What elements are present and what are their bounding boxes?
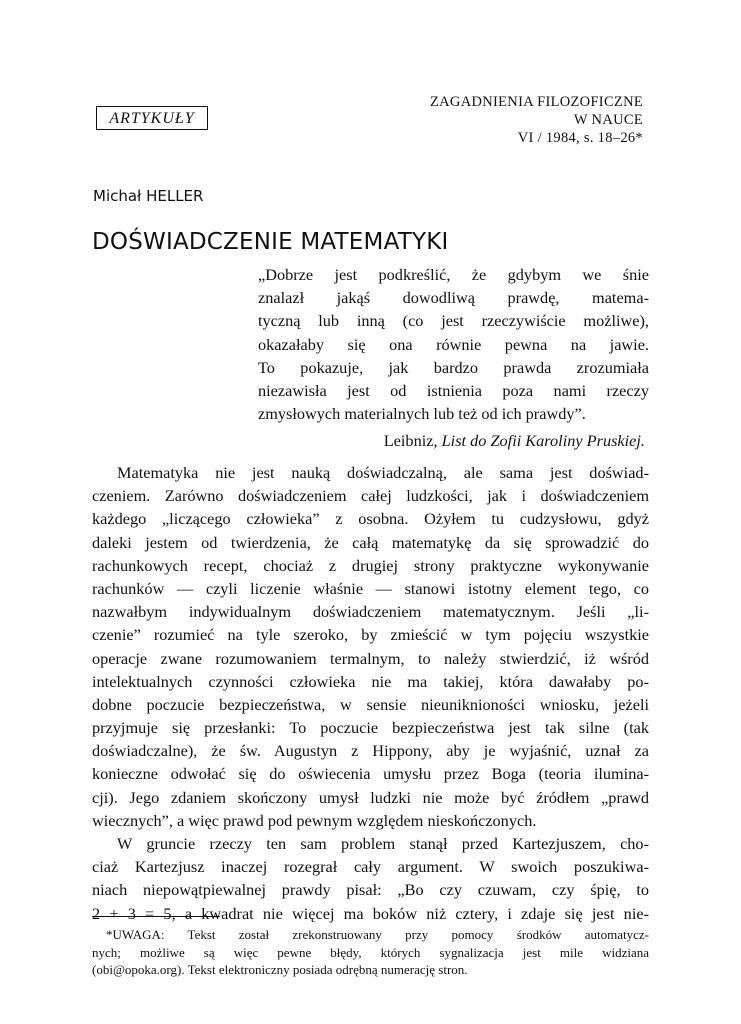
- section-label: ARTYKUŁY: [96, 106, 208, 130]
- journal-volume: VI / 1984, s. 18–26*: [517, 130, 643, 146]
- body-line: rachunków — czyli liczenie właśnie — stanowi istotny element tego, co: [92, 578, 649, 598]
- body-line: przyjmuje się przesłanki: To poczucie bezpieczeństwa jest tak silne (tak: [92, 718, 649, 738]
- body-line: doświadczalne), że św. Augustyn z Hippony, aby je wyjaśnić, uznał za: [92, 741, 649, 761]
- attribution-author: Leibniz,: [383, 431, 438, 450]
- body-line: Matematyka nie jest nauką doświadczalną, ale sama jest doświad-: [117, 463, 649, 482]
- body-line: nazwałbym indywidualnym doświadczeniem matematycznym. Jeśli „li-: [92, 602, 649, 622]
- journal-title: ZAGADNIENIA FILOZOFICZNE: [430, 94, 643, 110]
- body-line: intelektualnych czynności człowieka nie ma takiej, która dawałaby po-: [92, 671, 649, 691]
- epigraph-line: okazałaby się ona równie pewna na jawie.: [258, 334, 649, 354]
- body-line: dobne poczucie bezpieczeństwa, w sensie nieuniknioności wniosku, jeżeli: [92, 694, 649, 714]
- footnote: [92, 926, 649, 979]
- epigraph: [258, 263, 649, 425]
- body-line: konieczne odwołać się do oświecenia umysłu przez Boga (teoria ilumina-: [92, 764, 649, 784]
- body-line: W gruncie rzeczy ten sam problem stanął przed Kartezjuszem, cho-: [117, 834, 649, 853]
- body-line: rachunkowych recept, chociaż z drugiej strony praktyczne wykonywanie: [92, 555, 649, 575]
- footnote-line: *UWAGA: Tekst został zrekonstruowany przy pomocy środków automatycz-: [106, 927, 649, 942]
- epigraph-line: zmysłowych materialnych lub też od ich prawdy”.: [258, 404, 586, 424]
- attribution-work: List do Zofii Karoliny Pruskiej.: [441, 431, 645, 450]
- footnote-line: nych; możliwe są więc pewne błędy, których sygnalizacja jest mile widziana: [92, 944, 649, 960]
- epigraph-line: tyczną lub inną (co jest rzeczywiście możliwe),: [258, 311, 649, 331]
- body-line: daleki jestem od twierdzenia, że całą matematykę da się sprowadzić do: [92, 532, 649, 552]
- body-line: cji). Jego zdaniem skończony umysł ludzki nie może być źródłem „prawd: [92, 787, 649, 807]
- body-line: czenie” rozumieć na tyle szeroko, by zmieścić w tym pojęciu wszystkie: [92, 625, 649, 645]
- epigraph-line: znalazł jakąś dowodliwą prawdę, matema-: [258, 288, 649, 308]
- footnote-line: (obi@opoka.org). Tekst elektroniczny posiada odrębną numerację stron.: [92, 962, 468, 977]
- body-line: niach niepowątpiewalnej prawdy pisał: „Bo czy czuwam, czy śpię, to: [92, 880, 649, 900]
- body-line: czeniem. Zarówno doświadczeniem całej ludzkości, jak i doświadczeniem: [92, 486, 649, 506]
- epigraph-attribution: [384, 431, 645, 451]
- epigraph-line: niezawisła jest od istnienia poza nami rzeczy: [258, 380, 649, 400]
- body-line: wiecznych”, a więc prawd pod pewnym względem nieskończonych.: [92, 810, 537, 830]
- journal-subtitle: W NAUCE: [573, 112, 643, 128]
- body-line: operacje zwane rozumowaniem termalnym, to należy stwierdzić, iż wśród: [92, 648, 649, 668]
- epigraph-line: „Dobrze jest podkreślić, że gdybym we śnie: [258, 265, 649, 284]
- journal-header: [430, 93, 643, 147]
- body-line: każdego „liczącego człowieka” z osobna. Ożyłem tu cudzysłowu, gdyż: [92, 509, 649, 529]
- body-line: 2 + 3 = 5, a kwadrat nie więcej ma boków niż cztery, i zdaje się jest nie-: [92, 903, 649, 923]
- body-text: [92, 461, 649, 925]
- footnote-rule: [92, 916, 220, 917]
- article-title: DOŚWIADCZENIE MATEMATYKI: [92, 229, 449, 255]
- epigraph-line: To pokazuje, jak bardzo prawda zrozumiała: [258, 357, 649, 377]
- author: Michał HELLER: [93, 187, 204, 205]
- body-line: ciaż Kartezjusz inaczej rozegrał cały argument. W swoich poszukiwa-: [92, 857, 649, 877]
